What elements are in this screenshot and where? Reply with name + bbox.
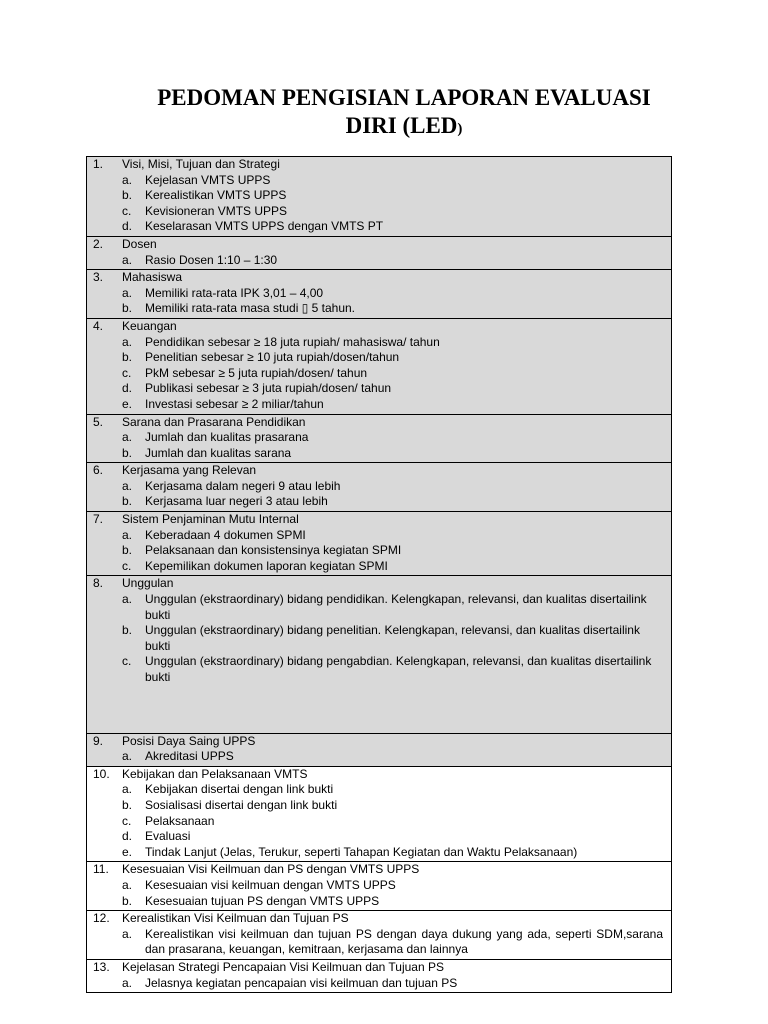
item-text: Jelasnya kegiatan pencapaian visi keilmuan dan tujuan PS	[145, 975, 458, 990]
list-item	[87, 543, 671, 559]
title-line-1: PEDOMAN PENGISIAN LAPORAN EVALUASI	[157, 85, 651, 110]
item-text: Penelitian sebesar ≥ 10 juta rupiah/dosen/tahun	[145, 350, 400, 365]
section-number: 2.	[93, 236, 104, 251]
section-cell	[87, 236, 672, 269]
item-text: Kevisioneran VMTS UPPS	[145, 203, 288, 218]
list-item	[87, 430, 671, 446]
item-text: Unggulan (ekstraordinary) bidang penelitian. Kelengkapan, relevansi, dan kualitas disertailink bukti	[145, 623, 640, 653]
section-heading: Kesesuaian Visi Keilmuan dan PS dengan VMTS UPPS	[122, 862, 420, 877]
item-letter: b.	[122, 797, 133, 812]
item-text: Memiliki rata-rata masa studi ▯ 5 tahun.	[145, 301, 356, 316]
section-heading: Unggulan	[122, 576, 174, 591]
list-item	[87, 253, 671, 269]
table-row	[87, 512, 672, 576]
section-cell	[87, 862, 672, 911]
section-number: 11.	[93, 862, 109, 877]
item-text: Kebijakan disertai dengan link bukti	[145, 782, 334, 797]
item-letter: b.	[122, 543, 133, 558]
item-text: Pelaksanaan dan konsistensinya kegiatan SPMI	[145, 543, 402, 558]
section-cell	[87, 414, 672, 463]
item-text: Publikasi sebesar ≥ 3 juta rupiah/dosen/ tahun	[145, 381, 392, 396]
item-text: Jumlah dan kualitas sarana	[145, 445, 292, 460]
table-row	[87, 576, 672, 733]
section-cell	[87, 733, 672, 766]
table-row	[87, 463, 672, 512]
section-cell	[87, 512, 672, 576]
document-title	[100, 84, 708, 143]
section-number: 8.	[93, 576, 104, 591]
list-item	[87, 623, 671, 654]
list-item	[87, 782, 671, 798]
item-letter: a.	[122, 252, 133, 267]
list-item	[87, 814, 671, 830]
item-text: Kerealistikan VMTS UPPS	[145, 188, 287, 203]
item-letter: c.	[122, 365, 132, 380]
list-item	[87, 173, 671, 189]
list-item	[87, 494, 671, 510]
item-text: Kesesuaian tujuan PS dengan VMTS UPPS	[145, 893, 380, 908]
section-heading: Sistem Penjaminan Mutu Internal	[122, 512, 299, 527]
section-number: 4.	[93, 318, 104, 333]
item-letter: b.	[122, 494, 133, 509]
item-letter: a.	[122, 877, 133, 892]
section-cell	[87, 463, 672, 512]
item-text: Pelaksanaan	[145, 813, 215, 828]
title-line-2-main: DIRI (LED	[345, 113, 458, 138]
table-row	[87, 862, 672, 911]
item-text: Evaluasi	[145, 829, 191, 844]
list-item	[87, 301, 671, 317]
section-number: 3.	[93, 270, 104, 285]
item-letter: e.	[122, 844, 133, 859]
section-heading: Kejelasan Strategi Pencapaian Visi Keilmuan dan Tujuan PS	[122, 959, 444, 974]
list-item	[87, 749, 671, 765]
item-text: Rasio Dosen 1:10 – 1:30	[145, 252, 278, 267]
list-item	[87, 335, 671, 351]
table-row	[87, 236, 672, 269]
item-text: Unggulan (ekstraordinary) bidang pengabdian. Kelengkapan, relevansi, dan kualitas disertailink bukti	[145, 654, 652, 684]
item-text: PkM sebesar ≥ 5 juta rupiah/dosen/ tahun	[145, 365, 368, 380]
item-letter: d.	[122, 381, 133, 396]
list-item	[87, 381, 671, 397]
list-item	[87, 798, 671, 814]
section-number: 1.	[93, 157, 104, 171]
item-text: Memiliki rata-rata IPK 3,01 – 4,00	[145, 285, 324, 300]
section-heading: Dosen	[122, 236, 157, 251]
section-heading: Posisi Daya Saing UPPS	[122, 733, 256, 748]
item-letter: b.	[122, 301, 133, 316]
item-letter: a.	[122, 172, 133, 187]
title-line-2-paren: )	[457, 121, 463, 137]
item-text: Kerjasama luar negeri 3 atau lebih	[145, 494, 328, 509]
list-item	[87, 654, 671, 685]
list-item	[87, 894, 671, 910]
list-item	[87, 479, 671, 495]
item-text: Unggulan (ekstraordinary) bidang pendidikan. Kelengkapan, relevansi, dan kualitas disertailink bukti	[145, 592, 647, 622]
list-item	[87, 528, 671, 544]
led-guideline-table	[86, 156, 672, 993]
item-text: Akreditasi UPPS	[145, 749, 234, 764]
empty-space	[87, 686, 671, 732]
section-number: 6.	[93, 463, 104, 478]
item-letter: d.	[122, 829, 133, 844]
item-letter: a.	[122, 285, 133, 300]
item-text: Sosialisasi disertai dengan link bukti	[145, 797, 338, 812]
table-row	[87, 318, 672, 414]
table-row	[87, 157, 672, 237]
item-letter: a.	[122, 430, 133, 445]
item-letter: a.	[122, 478, 133, 493]
section-heading: Kerealistikan Visi Keilmuan dan Tujuan PS	[122, 911, 349, 926]
table-row	[87, 766, 672, 862]
table-row	[87, 414, 672, 463]
section-cell	[87, 766, 672, 862]
item-text: Kesesuaian visi keilmuan dengan VMTS UPPS	[145, 877, 396, 892]
item-letter: a.	[122, 592, 133, 607]
item-letter: c.	[122, 813, 132, 828]
item-letter: b.	[122, 188, 133, 203]
item-letter: a.	[122, 334, 133, 349]
table-row	[87, 733, 672, 766]
list-item	[87, 219, 671, 235]
list-item	[87, 845, 671, 861]
list-item	[87, 286, 671, 302]
table-row	[87, 959, 672, 992]
item-text: Investasi sebesar ≥ 2 miliar/tahun	[145, 396, 324, 411]
section-heading: Mahasiswa	[122, 270, 183, 285]
section-heading: Sarana dan Prasarana Pendidikan	[122, 414, 306, 429]
section-heading: Visi, Misi, Tujuan dan Strategi	[122, 157, 280, 171]
list-item	[87, 204, 671, 220]
list-item	[87, 559, 671, 575]
item-text: Pendidikan sebesar ≥ 18 juta rupiah/ mahasiswa/ tahun	[145, 334, 440, 349]
item-letter: e.	[122, 396, 133, 411]
section-number: 10.	[93, 766, 110, 781]
item-text: Kerjasama dalam negeri 9 atau lebih	[145, 478, 341, 493]
section-cell	[87, 911, 672, 960]
item-text: Kejelasan VMTS UPPS	[145, 172, 271, 187]
item-text: Jumlah dan kualitas prasarana	[145, 430, 309, 445]
section-heading: Keuangan	[122, 318, 177, 333]
section-number: 13.	[93, 959, 110, 974]
item-letter: a.	[122, 749, 133, 764]
table-row	[87, 270, 672, 319]
item-letter: b.	[122, 445, 133, 460]
list-item	[87, 829, 671, 845]
item-letter: b.	[122, 623, 133, 638]
item-letter: a.	[122, 527, 133, 542]
item-letter: a.	[122, 926, 133, 941]
list-item	[87, 446, 671, 462]
item-letter: b.	[122, 893, 133, 908]
section-cell	[87, 157, 672, 237]
list-item	[87, 188, 671, 204]
item-letter: a.	[122, 975, 133, 990]
item-letter: d.	[122, 219, 133, 234]
list-item	[87, 927, 671, 958]
item-text: Keberadaan 4 dokumen SPMI	[145, 527, 306, 542]
section-number: 12.	[93, 911, 110, 926]
list-item	[87, 350, 671, 366]
title-line-2	[100, 112, 708, 143]
item-text: Tindak Lanjut (Jelas, Terukur, seperti Tahapan Kegiatan dan Waktu Pelaksanaan)	[145, 844, 578, 859]
section-number: 5.	[93, 414, 104, 429]
section-number: 7.	[93, 512, 104, 527]
table-row	[87, 911, 672, 960]
item-letter: c.	[122, 558, 132, 573]
item-letter: b.	[122, 350, 133, 365]
section-heading: Kerjasama yang Relevan	[122, 463, 257, 478]
list-item	[87, 397, 671, 413]
item-text: Kerealistikan visi keilmuan dan tujuan PS dengan daya dukung yang ada, seperti SDM,sarana dan prasarana, keuangan, kemitraan, kerjasama dan lainnya	[145, 926, 663, 957]
section-cell	[87, 576, 672, 733]
list-item	[87, 366, 671, 382]
section-cell	[87, 318, 672, 414]
section-number: 9.	[93, 733, 104, 748]
item-text: Kepemilikan dokumen laporan kegiatan SPMI	[145, 558, 388, 573]
section-cell	[87, 959, 672, 992]
section-cell	[87, 270, 672, 319]
item-text: Keselarasan VMTS UPPS dengan VMTS PT	[145, 219, 384, 234]
list-item	[87, 592, 671, 623]
item-letter: c.	[122, 203, 132, 218]
section-heading: Kebijakan dan Pelaksanaan VMTS	[122, 766, 308, 781]
list-item	[87, 976, 671, 992]
item-letter: c.	[122, 654, 132, 669]
item-letter: a.	[122, 782, 133, 797]
list-item	[87, 878, 671, 894]
